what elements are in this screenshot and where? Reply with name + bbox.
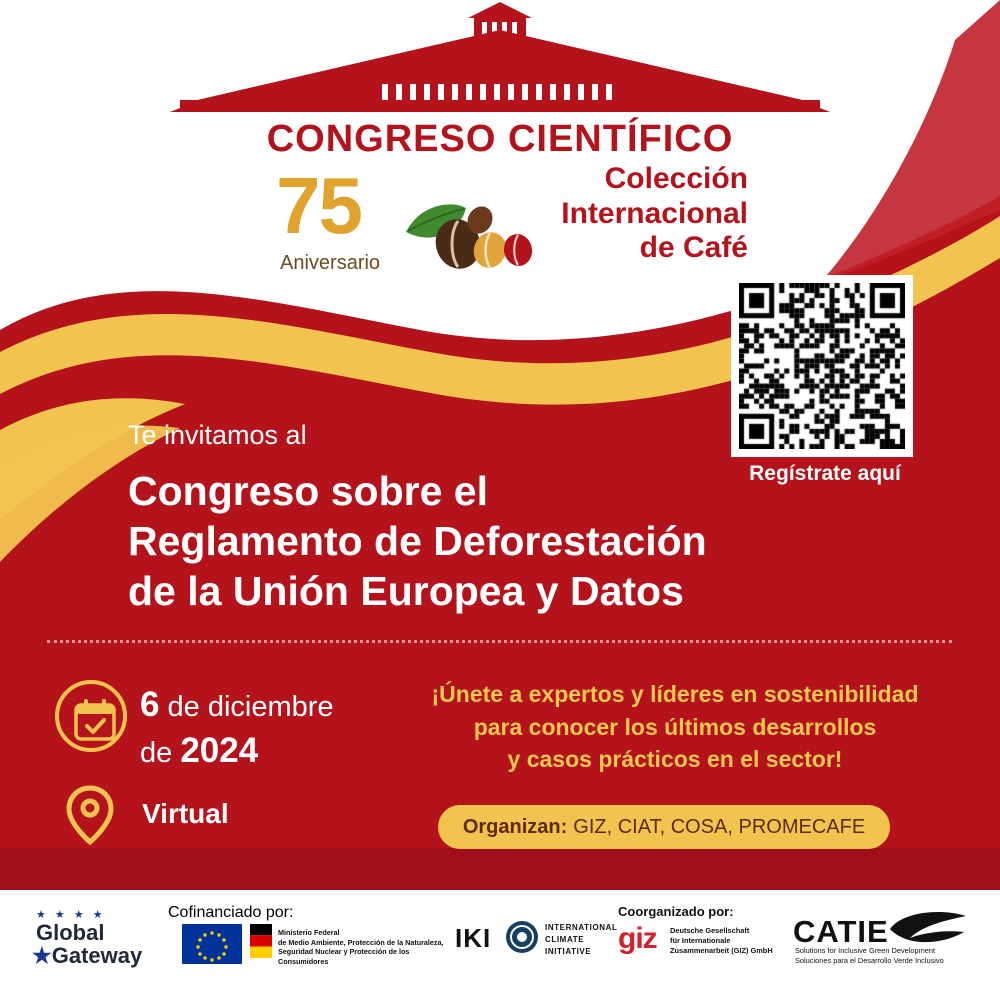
promo-line-3: y casos prácticos en el sector! [507,746,843,773]
collection-line-1: Colección [604,162,748,195]
event-date-prefix: de [140,736,181,769]
roof-graphic [0,0,1000,130]
ministry-text [278,928,454,967]
iki-line-2: CLIMATE [545,935,585,944]
ministry-line-2: de Medio Ambiente, Protección de la Naturaleza, [278,937,444,947]
global-gateway-line-1: Global [36,920,105,945]
organizers-badge [438,805,890,849]
invite-title [128,466,848,616]
catie-name: CATIE [793,914,889,949]
iki-line-3: INITIATIVE [545,947,592,956]
event-date-month: de diciembre [159,691,334,723]
invite-title-line-3: de la Unión Europea y Datos [128,568,684,615]
logo-global-gateway: ★ ★ ★ ★ Global ★Gateway [32,909,143,969]
event-modality: Virtual [142,798,229,829]
qr-code-image [739,283,905,449]
event-date [140,682,334,773]
catie-line-1: Solutions for Inclusive Green Development [795,946,936,955]
anniversary-number: 75 [276,161,361,250]
organizers-value: GIZ, CIAT, COSA, PROMECAFE [573,815,866,838]
qr-code[interactable] [731,275,913,457]
anniversary-logo [270,160,748,290]
anniversary-word: Aniversario [280,252,381,274]
invite-lead: Te invitamos al [128,420,307,450]
calendar-check-icon [55,680,127,752]
event-date-day: 6 [140,685,160,724]
iki-name: IKI [455,923,492,953]
promo-text [405,678,945,776]
qr-label: Regístrate aquí [749,462,901,485]
giz-line-2: für Internationale [670,935,731,945]
giz-line-1: Deutsche Gesellschaft [670,926,750,935]
congress-title: CONGRESO CIENTÍFICO [266,118,734,160]
global-gateway-stars: ★ ★ ★ ★ [36,909,106,921]
invite-title-line-2: Reglamento de Deforestación [128,518,707,565]
giz-subtitle [670,926,780,956]
event-date-year: 2024 [180,730,259,770]
catie-subtitle [795,946,995,967]
germany-flag-icon [250,924,272,963]
ministry-line-1: Ministerio Federal [278,928,340,937]
collection-line-2: Internacional [561,196,748,230]
iki-line-1: INTERNATIONAL [545,923,618,932]
footer-logos [0,890,1000,983]
promo-line-1: ¡Únete a expertos y líderes en sostenibilidad [431,681,919,707]
iki-subtitle [545,922,618,958]
giz-name: giz [618,922,657,955]
invite-title-line-1: Congreso sobre el [128,468,488,514]
iki-globe-icon [505,920,539,959]
cofinanced-label: Cofinanciado por: [168,904,294,921]
coorganized-label: Coorganizado por: [618,904,734,919]
giz-line-3: Zusammenarbeit (GIZ) GmbH [670,945,773,955]
collection-line-3: de Café [639,231,748,264]
eu-flag-icon [182,924,242,964]
promo-line-2: para conocer los últimos desarrollos [473,713,877,740]
divider [47,640,952,643]
map-pin-icon [62,784,118,846]
ministry-line-3: Seguridad Nuclear y Protección de los Consumidores [278,947,410,967]
catie-line-2: Soluciones para el Desarrollo Verde Inclusivo [795,956,944,966]
organizers-label: Organizan: [462,815,568,838]
global-gateway-line-2: Gateway [51,943,143,969]
collection-title [448,162,748,266]
